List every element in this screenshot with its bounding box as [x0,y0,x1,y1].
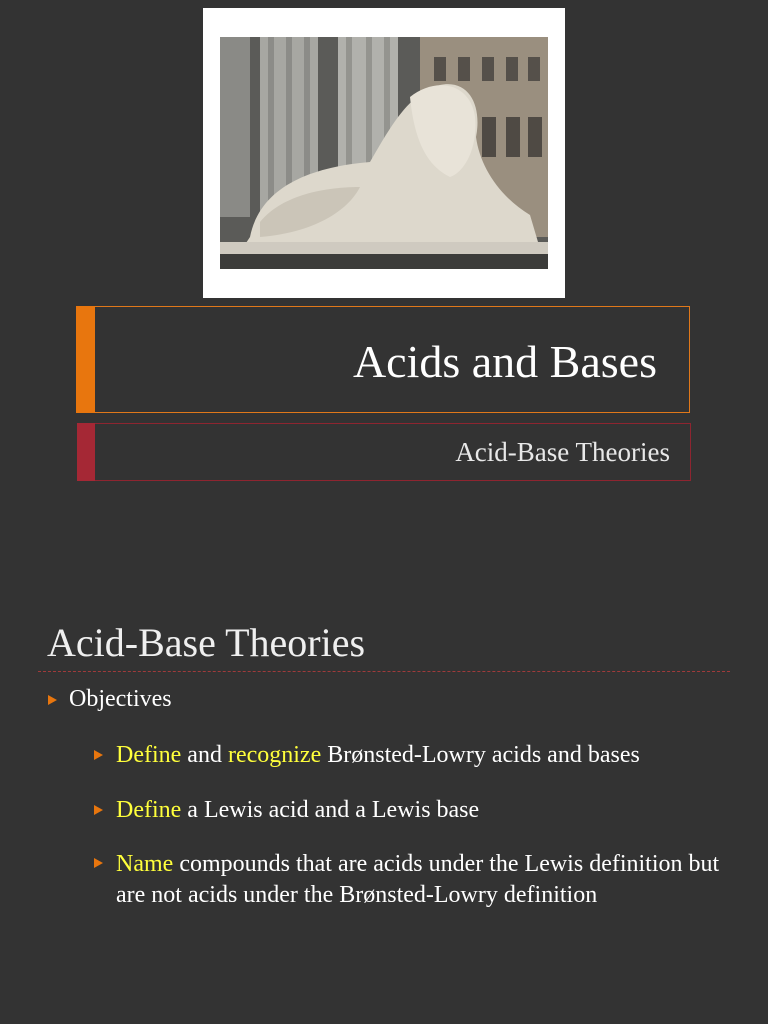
bullet-arrow-icon [48,695,57,705]
highlight-word: Name [116,851,174,877]
subtitle-box [77,423,691,481]
bullet-objectives: Objectives [69,686,172,712]
title-box [76,306,690,413]
highlight-word: Define [116,797,182,823]
objectives-slide-title: Acid-Base Theories [47,620,366,665]
bullet-text: and [181,742,228,768]
title-accent-bar [76,306,95,413]
bullet-define-lewis [116,795,479,826]
bullet-arrow-icon [94,805,103,815]
slide-subtitle: Acid-Base Theories [455,437,670,467]
title-slide-image-frame [203,8,565,298]
highlight-word: Define [116,742,182,768]
bullet-arrow-icon [94,750,103,760]
bullet-text: a Lewis acid and a Lewis base [181,797,480,823]
bullet-text: Brønsted-Lowry acids and bases [321,742,640,768]
highlight-word: recognize [227,742,322,768]
bullet-text: compounds that are acids under the Lewis definition but are not acids under the Brønsted-Lowry definition [116,851,720,908]
slide-title: Acids and Bases [352,336,657,387]
lion-statue-image [220,37,548,269]
bullet-name-compounds [116,849,736,911]
bullet-arrow-icon [94,858,103,868]
title-divider [38,671,730,672]
bullet-define-recognize [116,740,640,771]
subtitle-accent-bar [77,423,95,481]
